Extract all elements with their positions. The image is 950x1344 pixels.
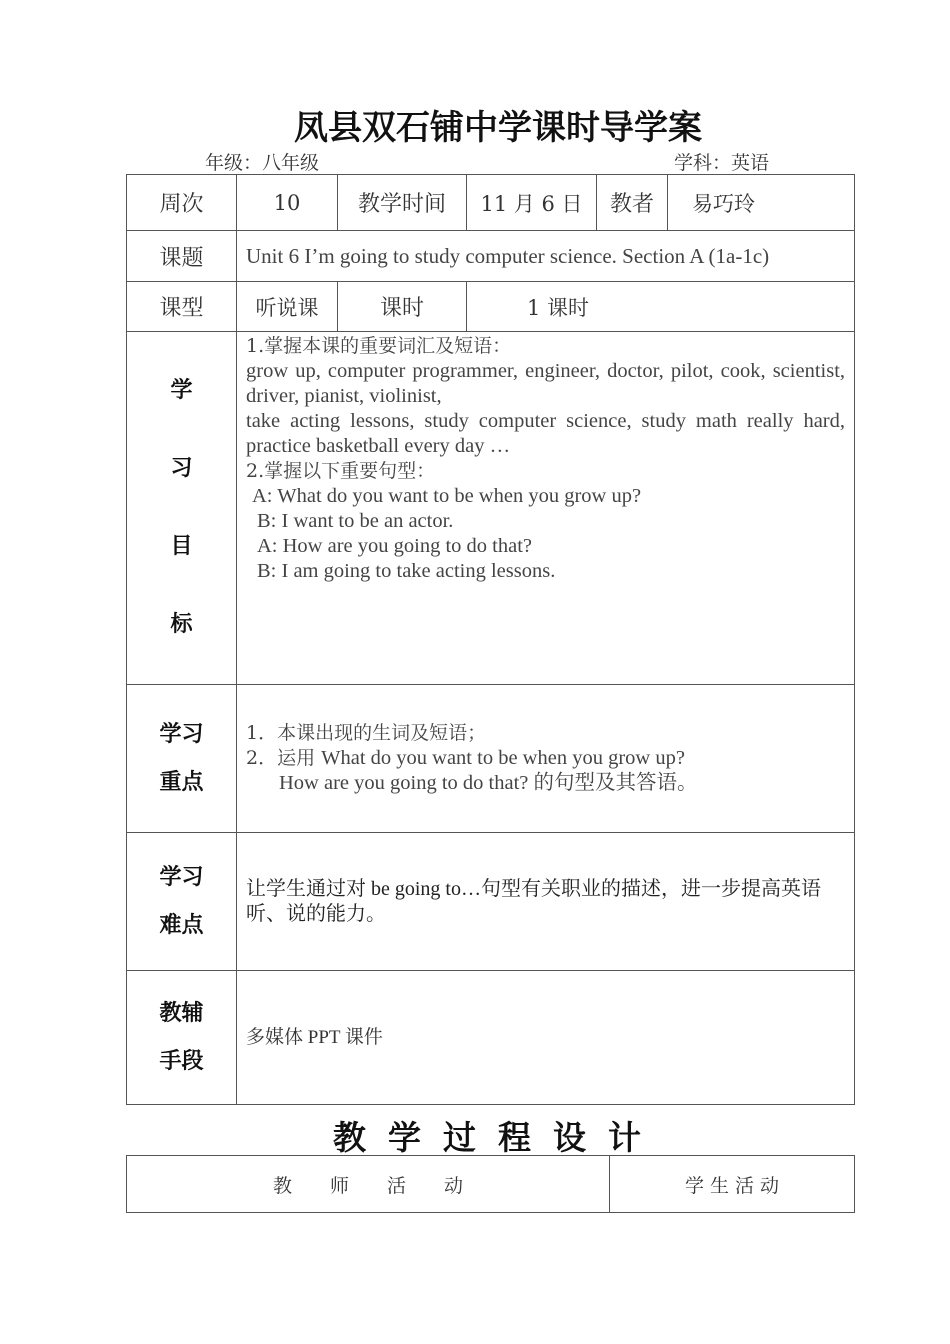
key-points-label: 学习 重点 [127, 685, 237, 833]
sentence-1: A: What do you want to be when you grow up? [252, 485, 642, 507]
key-point-2: What do you want to be when you grow up? [321, 747, 685, 769]
grade-label: 年级：八年级 [205, 152, 320, 174]
subject-label: 学科：英语 [674, 152, 770, 174]
week-value: 10 [237, 175, 338, 231]
type-value: 听说课 [237, 282, 338, 332]
process-title: 教学过程设计 [333, 1118, 663, 1157]
process-table [126, 1155, 855, 1213]
objectives-line1: 1.掌握本课的重要词汇及短语： [246, 335, 512, 357]
topic-value: Unit 6 I’m going to study computer science. Section A (1a-1c) [237, 231, 855, 282]
aids-content: 多媒体 PPT 课件 [237, 971, 855, 1105]
difficulties-content: 让学生通过对 be going to…句型有关职业的描述，进一步提高英语听、说的能力。 [237, 833, 855, 971]
key-point-2b: How are you going to do that? 的句型及其答语。 [279, 772, 698, 794]
lesson-info-table [126, 174, 855, 1105]
time-value: 11 月 6 日 [467, 175, 597, 231]
objectives-line2: 2.掌握以下重要句型： [246, 460, 436, 482]
topic-label: 课题 [127, 231, 237, 282]
hours-value: 1 课时 [467, 282, 855, 332]
page-title: 凤县双石铺中学课时导学案 [294, 108, 702, 148]
objectives-content [237, 332, 855, 685]
type-label: 课型 [127, 282, 237, 332]
student-activity-header: 学 生 活 动 [610, 1156, 855, 1213]
week-label: 周次 [127, 175, 237, 231]
objectives-phrases: take acting lessons, study computer science, study math really hard, practice basketball every day … [246, 410, 846, 457]
sentence-2: B: I want to be an actor. [257, 510, 454, 532]
key-points-content: 1．本课出现的生词及短语； 2．运用 What do you want to be when you grow up? How are you going to do that? 的句型及其答语。 [237, 685, 855, 833]
sentence-3: A: How are you going to do that? [257, 535, 532, 557]
objectives-label: 学 习 目 标 [127, 332, 237, 685]
sentence-4: B: I am going to take acting lessons. [257, 560, 556, 582]
teacher-value: 易巧玲 [668, 175, 855, 231]
hours-label: 课时 [338, 282, 467, 332]
aids-label: 教辅 手段 [127, 971, 237, 1105]
teacher-label: 教者 [597, 175, 668, 231]
objectives-vocab: grow up, computer programmer, engineer, doctor, pilot, cook, scientist, driver, pianist, violinist, [246, 360, 846, 407]
difficulties-label: 学习 难点 [127, 833, 237, 971]
teacher-activity-header: 教 师 活 动 [127, 1156, 610, 1213]
key-point-1: 本课出现的生词及短语； [277, 722, 487, 744]
time-label: 教学时间 [338, 175, 467, 231]
